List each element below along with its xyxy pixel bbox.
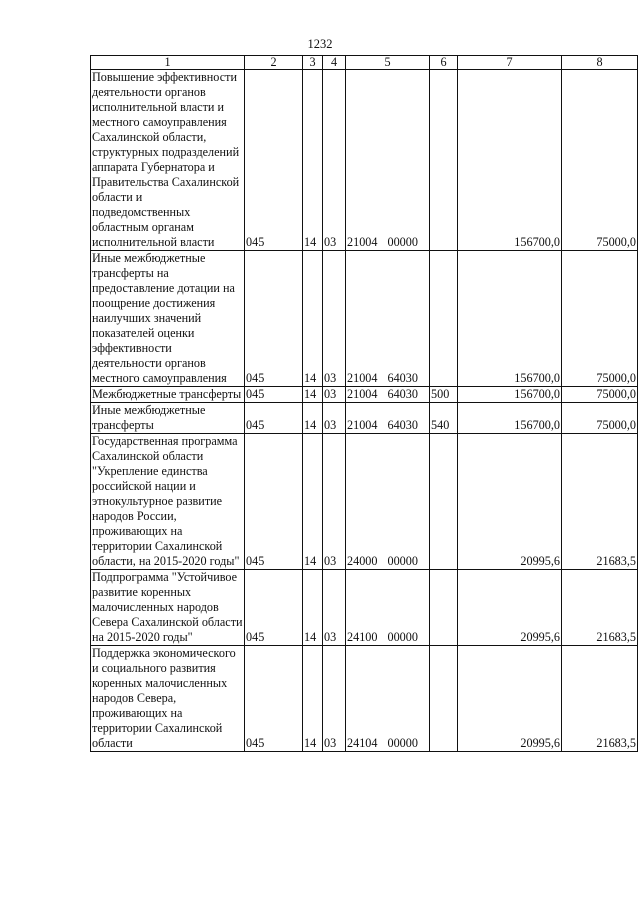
- row-name: Поддержка экономического и социального развития коренных малочисленных народов Севера, проживающих на территории Сахалинской области: [91, 646, 245, 752]
- ministry-code: 045: [245, 251, 303, 387]
- ministry-code: 045: [245, 646, 303, 752]
- expense-type-code: [430, 434, 458, 570]
- amount-second-year: 75000,0: [562, 251, 638, 387]
- target-code-part: 00000: [387, 554, 418, 568]
- target-article-code: [346, 434, 430, 570]
- subsection-code: 03: [323, 70, 346, 251]
- expense-type-code: [430, 570, 458, 646]
- amount-first-year: 156700,0: [458, 403, 562, 434]
- target-code-part: 64030: [387, 387, 418, 401]
- table-row: [91, 646, 638, 752]
- table-row: [91, 251, 638, 387]
- target-code-part: 00000: [387, 235, 418, 249]
- table-header-row: [91, 56, 638, 70]
- row-name: Государственная программа Сахалинской области "Укрепление единства российской нации и этнокультурное развитие народов России, проживающих на территории Сахалинской области, на 2015-2020 годы": [91, 434, 245, 570]
- budget-table: [90, 55, 638, 752]
- column-header: 5: [346, 56, 430, 70]
- column-header: 7: [458, 56, 562, 70]
- target-code-part: 21004: [347, 418, 378, 432]
- subsection-code: 03: [323, 434, 346, 570]
- table-row: [91, 403, 638, 434]
- table-row: [91, 434, 638, 570]
- amount-second-year: 75000,0: [562, 387, 638, 403]
- target-code-part: 64030: [387, 418, 418, 432]
- target-article-code: [346, 251, 430, 387]
- column-header: 2: [245, 56, 303, 70]
- amount-second-year: 21683,5: [562, 434, 638, 570]
- expense-type-code: 540: [430, 403, 458, 434]
- amount-first-year: 156700,0: [458, 387, 562, 403]
- target-article-code: [346, 387, 430, 403]
- section-code: 14: [303, 70, 323, 251]
- target-code-part: 21004: [347, 371, 378, 385]
- subsection-code: 03: [323, 570, 346, 646]
- ministry-code: 045: [245, 70, 303, 251]
- amount-first-year: 156700,0: [458, 70, 562, 251]
- target-article-code: [346, 70, 430, 251]
- target-article-code: [346, 646, 430, 752]
- table-row: [91, 387, 638, 403]
- section-code: 14: [303, 434, 323, 570]
- subsection-code: 03: [323, 251, 346, 387]
- row-name: Подпрограмма "Устойчивое развитие коренных малочисленных народов Севера Сахалинской области на 2015-2020 годы": [92, 570, 243, 644]
- section-code: 14: [303, 570, 323, 646]
- ministry-code: 045: [245, 387, 303, 403]
- column-header: 6: [430, 56, 458, 70]
- target-code-part: 00000: [387, 630, 418, 644]
- section-code: 14: [303, 251, 323, 387]
- page-number: 1232: [307, 37, 333, 51]
- section-code: 14: [303, 403, 323, 434]
- column-header: 1: [91, 56, 245, 70]
- amount-second-year: 75000,0: [562, 70, 638, 251]
- amount-second-year: 21683,5: [562, 646, 638, 752]
- table-row: [91, 570, 638, 646]
- row-name: Межбюджетные трансферты: [91, 387, 245, 403]
- target-code-part: 21004: [347, 235, 378, 249]
- amount-first-year: 20995,6: [458, 434, 562, 570]
- subsection-code: 03: [323, 646, 346, 752]
- row-name: Иные межбюджетные трансферты: [91, 403, 245, 434]
- target-article-code: [346, 403, 430, 434]
- ministry-code: 045: [245, 403, 303, 434]
- amount-second-year: 21683,5: [562, 570, 638, 646]
- target-article-code: [346, 570, 430, 646]
- row-name: Повышение эффективности деятельности органов исполнительной власти и местного самоуправления Сахалинской области, структурных подразделений аппарата Губернатора и Правительства Сахалинской области и подведомственных областным органам исполнительной власти: [91, 70, 245, 251]
- column-header: 4: [323, 56, 346, 70]
- ministry-code: 045: [245, 434, 303, 570]
- amount-first-year: 156700,0: [458, 251, 562, 387]
- expense-type-code: [430, 646, 458, 752]
- expense-type-code: [430, 251, 458, 387]
- amount-first-year: 20995,6: [458, 646, 562, 752]
- row-name: Иные межбюджетные трансферты на предоставление дотации на поощрение достижения наилучших значений показателей оценки эффективности деятельности органов местного самоуправления: [91, 251, 245, 387]
- subsection-code: 03: [323, 403, 346, 434]
- target-code-part: 21004: [347, 387, 378, 401]
- table-row: [91, 70, 638, 251]
- expense-type-code: 500: [430, 387, 458, 403]
- target-code-part: 64030: [387, 371, 418, 385]
- target-code-part: 24100: [347, 630, 378, 644]
- ministry-code: 045: [245, 570, 303, 646]
- target-code-part: 24000: [347, 554, 378, 568]
- column-header: 3: [303, 56, 323, 70]
- subsection-code: 03: [323, 387, 346, 403]
- target-code-part: 00000: [387, 736, 418, 750]
- section-code: 14: [303, 646, 323, 752]
- section-code: 14: [303, 387, 323, 403]
- amount-second-year: 75000,0: [562, 403, 638, 434]
- column-header: 8: [562, 56, 638, 70]
- amount-first-year: 20995,6: [458, 570, 562, 646]
- expense-type-code: [430, 70, 458, 251]
- target-code-part: 24104: [347, 736, 378, 750]
